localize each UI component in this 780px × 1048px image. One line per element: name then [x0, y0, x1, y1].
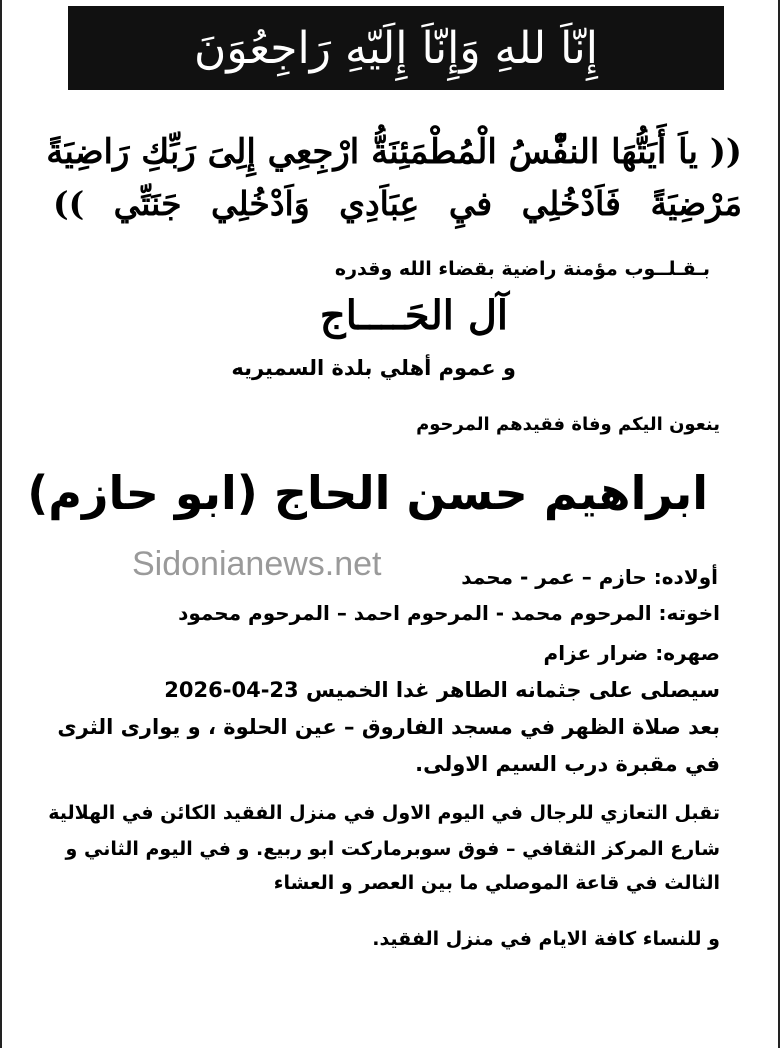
community-line: و عموم أهلي بلدة السميريه [231, 356, 516, 380]
verse-line-2: مَرْضِيَةً فَاَدْخُلِي فيِ عِبَاَدِي وَاَدْخُلِي جَنَتِّي )) [52, 184, 742, 223]
condolence-line-3: الثالث في قاعة الموصلي ما بين العصر و العشاء [273, 872, 720, 894]
verse-line-1: (( ياَ أَيَتُّهَا النفّْسُ الْمُطْمَئِنَةُّ ارْجِعِي إِلِىَ رَبِّكِ رَاضِيَةً [46, 132, 742, 172]
condolence-line-2: شارع المركز الثقافي – فوق سوبرماركت ابو ربيع. و في اليوم الثاني و [65, 838, 720, 860]
inlaw-line: صهره: ضرار عزام [543, 641, 720, 665]
announcement-line: ينعون اليكم وفاة فقيدهم المرحوم [416, 414, 720, 435]
family-name: آل الحَــــاج [319, 292, 508, 339]
faith-line: بـقـلــوب مؤمنة راضية بقضاء الله وقدره [334, 258, 710, 280]
deceased-name: ابراهيم حسن الحاج (ابو حازم) [27, 466, 708, 520]
funeral-line-3: في مقبرة درب السيم الاولى. [415, 752, 720, 776]
quran-phrase: إِنّاَ للهِ وَإِنّاَ إِلَيّهِ رَاجِعُوَنَ [194, 22, 598, 74]
header-banner [68, 6, 724, 90]
women-condolence-line: و للنساء كافة الايام في منزل الفقيد. [372, 928, 720, 950]
brothers-line: اخوته: المرحوم محمد - المرحوم احمد – المرحوم محمود [178, 601, 720, 625]
site-watermark: Sidonianews.net [132, 545, 382, 583]
condolence-line-1: تقبل التعازي للرجال في اليوم الاول في منزل الفقيد الكائن في الهلالية [48, 802, 720, 824]
funeral-line-1: سيصلى على جثمانه الطاهر غدا الخميس 23-04-2026 [164, 678, 720, 702]
funeral-line-2: بعد صلاة الظهر في مسجد الفاروق – عين الحلوة ، و يوارى الثرى [57, 715, 720, 739]
sons-line: أولاده: حازم – عمر - محمد [461, 565, 718, 589]
